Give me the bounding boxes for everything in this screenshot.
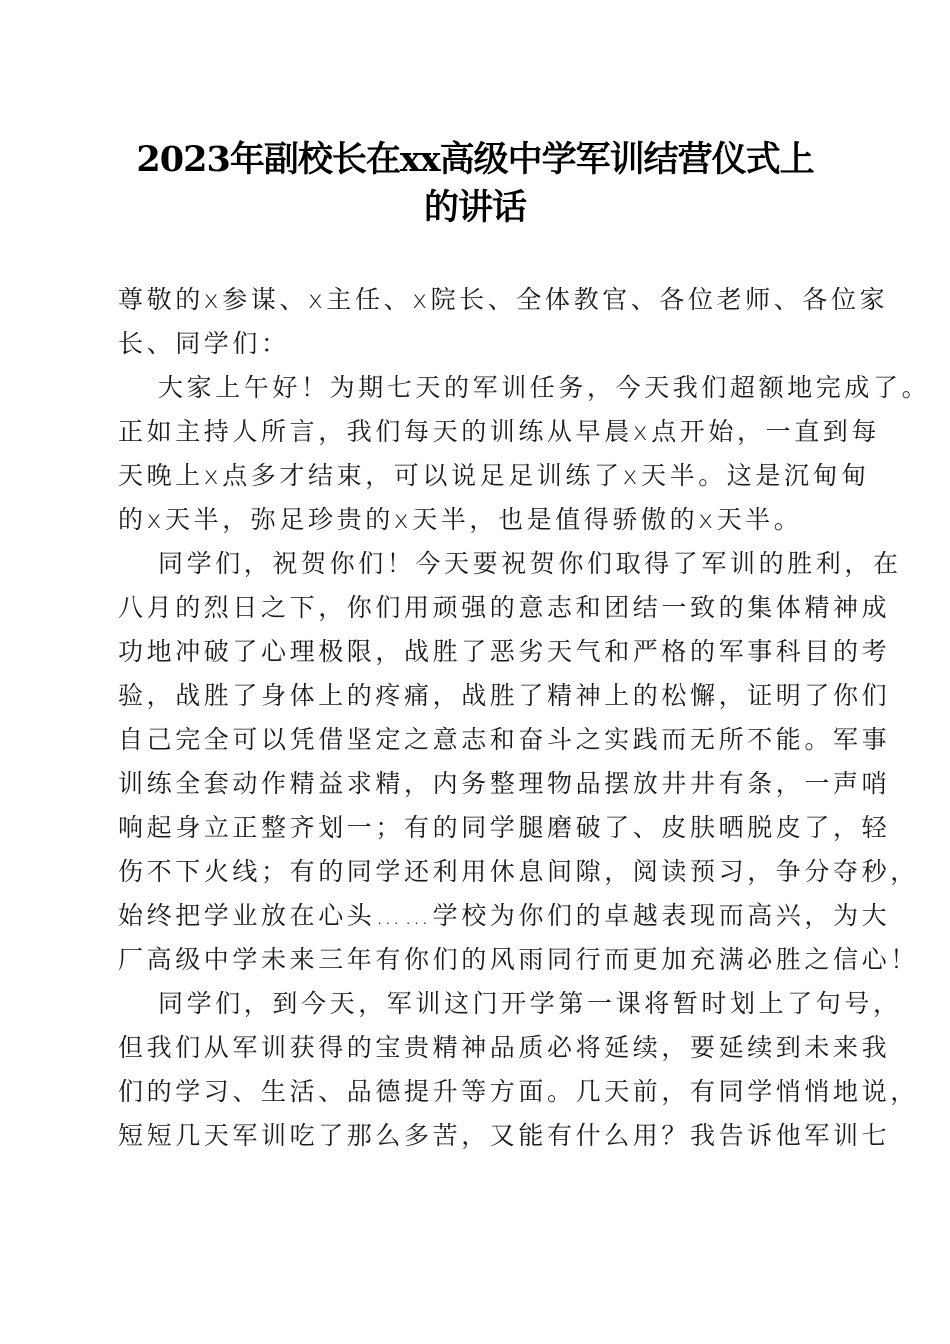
text-line: 正如主持人所言，我们每天的训练从早晨x点开始，一直到每 bbox=[118, 417, 880, 446]
text-line: 验，战胜了身体上的疼痛，战胜了精神上的松懈，证明了你们 bbox=[118, 681, 891, 710]
text-line: 厂高级中学未来三年有你们的风雨同行而更加充满必胜之信心！ bbox=[118, 945, 919, 974]
text-line: 但我们从军训获得的宝贵精神品质必将延续，要延续到未来我 bbox=[118, 1033, 891, 1062]
text-line: 的x天半，弥足珍贵的x天半，也是值得骄傲的x天半。 bbox=[118, 505, 803, 534]
text-line: 八月的烈日之下，你们用顽强的意志和团结一致的集体精神成 bbox=[118, 593, 891, 622]
text-line: 始终把学业放在心头……学校为你们的卓越表现而高兴，为大 bbox=[118, 901, 891, 930]
document-body bbox=[118, 278, 931, 1158]
text-line: 同学们，到今天，军训这门开学第一课将暂时划上了句号， bbox=[158, 989, 902, 1018]
text-line: 尊敬的x参谋、x主任、x院长、全体教官、各位老师、各位家 bbox=[118, 285, 889, 314]
text-line: 们的学习、生活、品德提升等方面。几天前，有同学悄悄地说， bbox=[118, 1077, 919, 1106]
document-title bbox=[100, 136, 850, 232]
text-line: 大家上午好！为期七天的军训任务，今天我们超额地完成了。 bbox=[158, 373, 931, 402]
title-line-2: 的讲话 bbox=[423, 187, 526, 228]
text-line: 自己完全可以凭借坚定之意志和奋斗之实践而无所不能。军事 bbox=[118, 725, 891, 754]
text-line: 训练全套动作精益求精，内务整理物品摆放井井有条，一声哨 bbox=[118, 769, 891, 798]
text-line: 短短几天军训吃了那么多苦，又能有什么用？我告诉他军训七 bbox=[118, 1121, 891, 1150]
text-line: 长、同学们： bbox=[118, 329, 290, 358]
text-line: 伤不下火线；有的同学还利用休息间隙，阅读预习，争分夺秒， bbox=[118, 857, 919, 886]
continuation-paragraph bbox=[118, 982, 919, 1158]
text-line: 天晚上x点多才结束，可以说足足训练了x天半。这是沉甸甸 bbox=[118, 461, 870, 490]
greeting-paragraph bbox=[118, 366, 931, 542]
text-line: 同学们，祝贺你们！今天要祝贺你们取得了军训的胜利，在 bbox=[158, 549, 902, 578]
title-line-1: 2023年副校长在xx高级中学军训结营仪式上 bbox=[136, 139, 814, 180]
congratulation-paragraph bbox=[118, 542, 919, 982]
text-line: 功地冲破了心理极限，战胜了恶劣天气和严格的军事科目的考 bbox=[118, 637, 891, 666]
salutation-paragraph bbox=[118, 278, 889, 366]
text-line: 响起身立正整齐划一；有的同学腿磨破了、皮肤晒脱皮了，轻 bbox=[118, 813, 891, 842]
